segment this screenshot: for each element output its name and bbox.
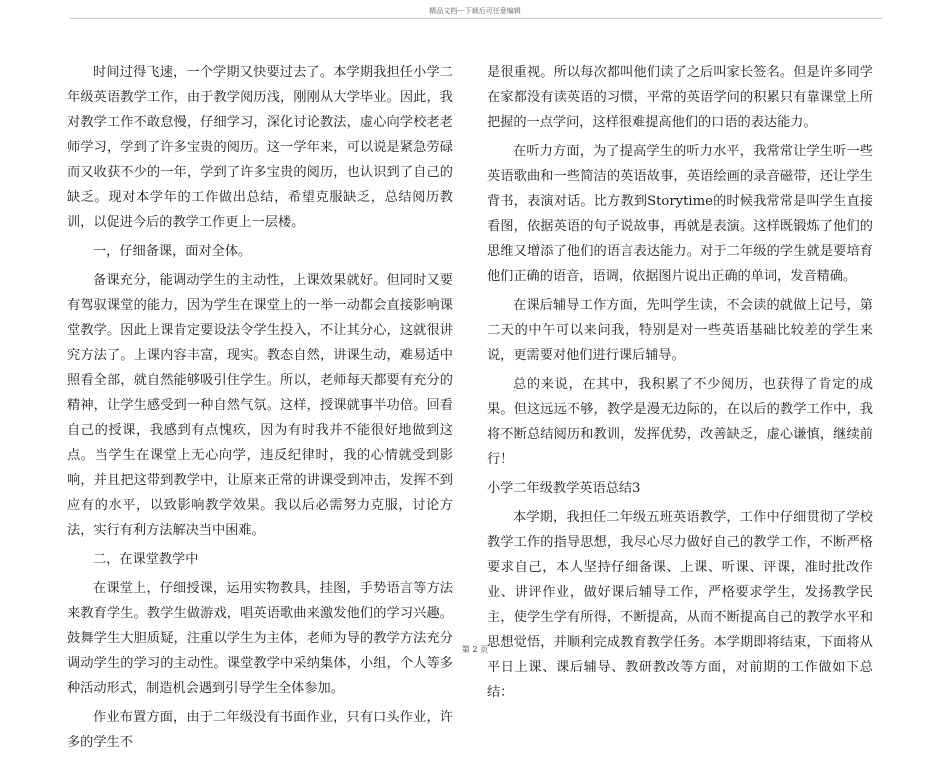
page-header: 精品文档---下载后可任意编辑 [429,7,521,15]
paragraph: 在课堂上，仔细授课，运用实物教具，挂图，手势语言等方法来教育学生。教学生做游戏，唱英语歌曲来激发他们的学习兴趣。鼓舞学生大胆质疑，注重以学生为主体，老师为导的教学方法充分调动学生的学习的主动性。课堂教学中采纳集体，小组，个人等多种活动形式，制造机会遇到引导学生全体参加。 [67,581,453,696]
page-number: 第 2 页 [461,645,489,654]
paragraph: 在听力方面，为了提高学生的听力水平，我常常让学生听一些英语歌曲和一些简洁的英语故事，英语绘画的录音磁带，还让学生背书，表演对话。比方教到Storytime的时候我常常是叫学生直接看图，依据英语的句子说故事，再就是表演。这样既锻炼了他们的思维又增添了他们的语言表达能力。对于二年级的学生就是要培育他们正确的语音，语调，依据图片说出正确的单词，发音精确。 [487,144,873,284]
paragraph: 本学期，我担任二年级五班英语教学，工作中仔细贯彻了学校教学工作的指导思想，我尽心尽力做好自己的教学工作，不断严格要求自己，本人坚持仔细备课、上课、听课、评课，准时批改作业、讲评作业，做好课后辅导工作，严格要求学生，发扬教学民主，使学生学有所得，不断提高，从而不断提高自己的教学水平和思想觉悟，并顺利完成教育教学任务。本学期即将结束，下面将从平日上课、课后辅导、教研教改等方面，对前期的工作做如下总结： [487,510,873,700]
section-heading: 二，在课堂教学中 [93,552,199,567]
paragraph: 备课充分，能调动学生的主动性，上课效果就好。但同时又要有驾驭课堂的能力，因为学生在课堂上的一举一动都会直接影响课堂教学。因此上课肯定要设法令学生投入，不让其分心，这就很讲究方法了。上课内容丰富，现实。教态自然，讲课生动，难易适中照看全部，就自然能够吸引住学生。所以，老师每天都要有充分的精神，让学生感受到一种自然气氛。这样，授课就事半功倍。回看自己的授课，我感到有点愧疚，因为有时我并不能很好地做到这点。当学生在课堂上无心向学，违反纪律时，我的心情就受到影响，并且把这带到教学中，让原来正常的讲课受到冲击，发挥不到应有的水平，以致影响教学效果。我以后必需努力克服，讨论方法，实行有利方法解决当中困难。 [67,273,453,538]
section-heading: 一，仔细备课，面对全体。 [93,244,252,259]
header-divider [70,18,882,19]
paragraph: 时间过得飞速，一个学期又快要过去了。本学期我担任小学二年级英语教学工作，由于教学阅历浅，刚刚从大学毕业。因此，我对教学工作不敢怠慢，仔细学习，深化讨论教法，虚心向学校老老师学习，学到了许多宝贵的阅历。这一学年来，可以说是紧急劳碌而又收获不少的一年，学到了许多宝贵的阅历，也认识到了自己的缺乏。现对本学年的工作做出总结，希望克服缺乏，总结阅历教训，以促进今后的教学工作更上一层楼。 [67,65,453,230]
paragraph: 总的来说，在其中，我积累了不少阅历，也获得了肯定的成果。但这远远不够，教学是漫无边际的，在以后的教学工作中，我将不断总结阅历和教训，发挥优势，改善缺乏，虚心谦慎，继续前行！ [487,377,873,467]
right-column [487,60,873,709]
paragraph: 作业布置方面，由于二年级没有书面作业，只有口头作业，许多的学生不 [67,710,453,750]
paragraph: 在课后辅导工作方面，先叫学生读，不会读的就做上记号，第二天的中午可以来问我，特别是对一些英语基础比较差的学生来说，更需要对他们进行课后辅导。 [487,298,873,363]
paragraph: 是很重视。所以每次都叫他们读了之后叫家长签名。但是许多同学在家都没有读英语的习惯，平常的英语学问的积累只有靠课堂上所把握的一点学问，这样很难提高他们的口语的表达能力。 [487,65,873,130]
section-title: 小学二年级教学英语总结3 [487,481,641,496]
